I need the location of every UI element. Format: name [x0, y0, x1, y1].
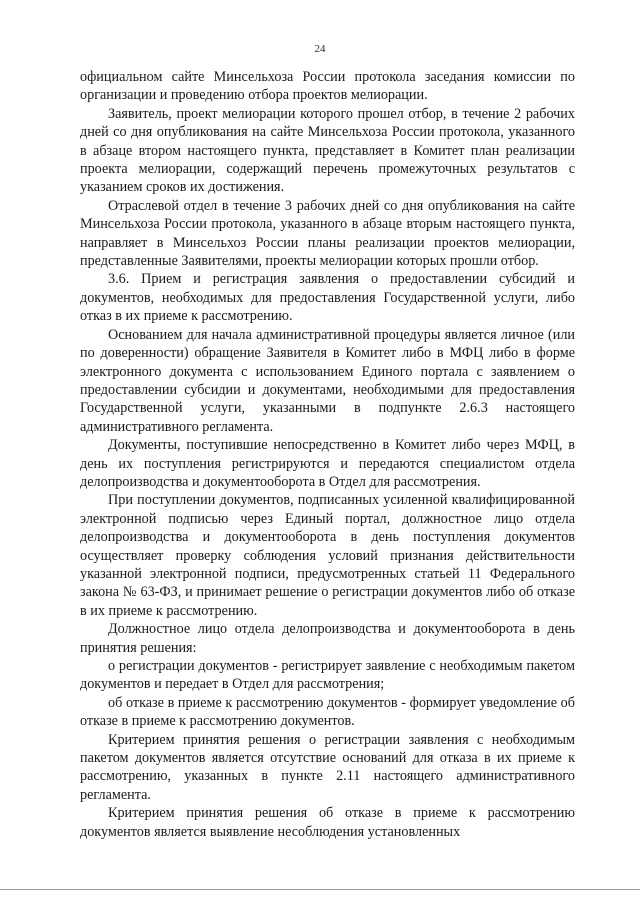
paragraph: При поступлении документов, подписанных усиленной квалифицированной электронной подписью через Единый портал, должностное лицо отдела делопроизводства и документооборота в день поступления документов осуществляет проверку соблюдения условий признания действительности указанной электронной подписи, предусмотренных статьей 11 Федерального закона № 63-ФЗ, и принимает решение о регистрации документов либо об отказе в их приеме к рассмотрению.	[80, 492, 575, 619]
paragraph: официальном сайте Минсельхоза России протокола заседания комиссии по организации и проведению отбора проектов мелиорации.	[80, 69, 575, 104]
paragraph: Заявитель, проект мелиорации которого прошел отбор, в течение 2 рабочих дней со дня опубликования на сайте Минсельхоза России протокола, указанного в абзаце втором настоящего пункта, представляет в Комитет план реализации проекта мелиорации, содержащий перечень промежуточных результатов с указанием сроков их достижения.	[80, 105, 575, 196]
paragraph: об отказе в приеме к рассмотрению документов - формирует уведомление об отказе в приеме к рассмотрению документов.	[80, 694, 575, 730]
paragraph: Документы, поступившие непосредственно в Комитет либо через МФЦ, в день их поступления регистрируются и передаются специалистом отдела делопроизводства и документооборота в Отдел для рассмотрения.	[80, 437, 575, 490]
paragraph: Критерием принятия решения о регистрации заявления с необходимым пакетом документов является отсутствие оснований для отказа в их приеме к рассмотрению, указанных в пункте 2.11 настоящего административного регламента.	[80, 731, 575, 803]
paragraph: о регистрации документов - регистрирует заявление с необходимым пакетом документов и передает в Отдел для рассмотрения;	[80, 658, 575, 693]
paragraph: 3.6. Прием и регистрация заявления о предоставлении субсидий и документов, необходимых для предоставления Государственной услуги, либо отказ в их приеме к рассмотрению.	[80, 271, 575, 325]
paragraph: Критерием принятия решения об отказе в приеме к рассмотрению документов является выявление несоблюдения установленных	[80, 805, 575, 840]
paragraph: Отраслевой отдел в течение 3 рабочих дней со дня опубликования на сайте Минсельхоза России протокола, указанного в абзаце вторым настоящего пункта, направляет в Минсельхоз России планы реализации проектов мелиорации, представленные Заявителями, проекты мелиорации которых прошли отбор.	[80, 197, 575, 270]
page-bottom-rule	[0, 889, 640, 890]
paragraph: Должностное лицо отдела делопроизводства и документооборота в день принятия решения:	[80, 621, 575, 656]
document-text	[80, 68, 575, 841]
page-number: 24	[314, 43, 326, 55]
paragraph: Основанием для начала административной процедуры является личное (или по доверенности) обращение Заявителя в Комитет либо в МФЦ либо в форме электронного документа с использованием Единого портала с заявлением о предоставлении субсидии и документами, необходимыми для предоставления Государственной услуги, указанными в подпункте 2.6.3 настоящего административного регламента.	[80, 326, 575, 435]
